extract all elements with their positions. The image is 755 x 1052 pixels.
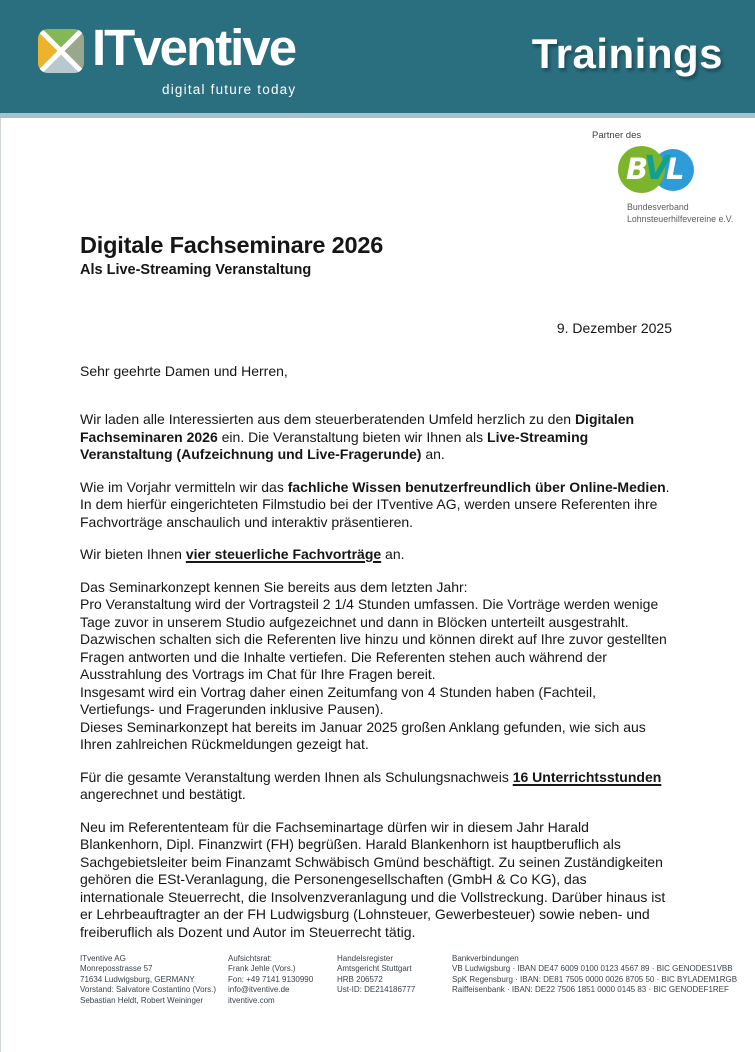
footer-banks-column <box>452 954 737 996</box>
letter <box>80 118 672 941</box>
text-run: Dieses Seminarkonzept hat bereits im Januar 2025 großen Anklang gefunden, wie sich aus Ihren zahlreichen Rückmeldungen gezeigt hat. <box>80 718 646 752</box>
footer-line: Amtsgericht Stuttgart <box>337 964 412 974</box>
footer-line: Ust-ID: DE214186777 <box>337 985 416 995</box>
text-run: fachliche Wissen benutzerfreundlich über Online-Medien <box>287 478 666 495</box>
itventive-logo-icon <box>38 29 84 73</box>
footer-line: Raiffeisenbank · IBAN: DE22 7506 1851 0000 0145 83 · BIC GENODEF1REF <box>452 985 729 995</box>
brand-tagline: digital future today <box>162 82 297 97</box>
page-left-edge <box>0 118 1 1052</box>
footer-line: Vorstand: Salvatore Costantino (Vors.) <box>80 985 217 995</box>
footer-company-column <box>80 954 216 1006</box>
text-run: Digitalen Fachseminaren 2026 <box>80 411 635 445</box>
footer-line: info@itventive.de <box>228 985 290 995</box>
bvl-letter-b: B <box>626 152 649 186</box>
footer-line: Aufsichtsrat: <box>228 954 273 963</box>
text-run: Das Seminarkonzept kennen Sie bereits aus dem letzten Jahr: <box>80 578 468 595</box>
bvl-letter-l: L <box>666 152 685 186</box>
footer-line: ITventive AG <box>80 954 126 963</box>
footer-line: VB Ludwigsburg · IBAN DE47 6009 0100 0123 4567 89 · BIC GENODES1VBB <box>452 964 733 974</box>
text-run: vier steuerliche Fachvorträge <box>185 546 382 562</box>
letter-greeting: Sehr geehrte Damen und Herren, <box>80 362 288 379</box>
bvl-letter-v: V <box>644 148 670 187</box>
footer-line: Fon: +49 7141 9130990 <box>228 974 314 984</box>
brand-wordmark: ITventive <box>92 19 296 76</box>
footer-line: HRB 206572 <box>337 974 383 984</box>
letter-subtitle: Als Live-Streaming Veranstaltung <box>80 262 312 278</box>
text-run: . In dem hierfür eingerichteten Filmstudio bei der ITventive AG, werden unsere Referenten ihre Fachvorträge anschaulich und interaktiv präsentieren. <box>80 478 670 530</box>
footer-line: itventive.com <box>228 995 275 1005</box>
paragraph <box>80 546 672 564</box>
text-run: Wir bieten Ihnen <box>80 546 186 562</box>
paragraph <box>80 769 672 804</box>
partner-org-line2: Lohnsteuerhilfevereine e.V. <box>627 213 734 224</box>
partner-label: Partner des <box>592 130 642 141</box>
text-run: Insgesamt wird ein Vortrag daher einen Zeitumfang von 4 Stunden haben (Fachteil, Vertiefungs- und Fragerunden inklusive Pausen). <box>80 683 596 717</box>
footer-line: Frank Jehle (Vors.) <box>228 964 296 974</box>
text-run: an. <box>381 546 405 562</box>
text-run: Wie im Vorjahr vermitteln wir das <box>80 478 288 495</box>
text-run: Neu im Referententeam für die Fachseminartage dürfen wir in diesem Jahr Harald Blankenhorn, Dipl. Finanzwirt (FH) begrüßen. Harald Blankenhorn ist hauptberuflich als Sachgebietsleiter beim Finanzamt Schwäbisch Gmünd beschäftigt. Zu seinen Zuständigkeiten gehören die ESt-Veranlagung, die Personengesellschaften (GmbH & Co KG), das internationale Steuerrecht, die Insolvenzveranlagung und die Vollstreckung. Darüber hinaus ist er Lehrbeauftragter an der FH Ludwigsburg (Lohnsteuer, Gewerbesteuer) sowie neben- und freiberuflich als Dozent und Autor im Steuerrecht tätig. <box>80 818 666 940</box>
letter-date: 9. Dezember 2025 <box>556 320 672 336</box>
paragraph <box>80 411 672 464</box>
text-run: Live-Streaming Veranstaltung (Aufzeichnung und Live-Fragerunde) <box>80 428 589 462</box>
footer-line: Sebastian Heldt, Robert Weininger <box>80 995 204 1005</box>
footer-line: Monreposstrasse 57 <box>80 964 153 974</box>
paragraph <box>80 579 672 754</box>
paragraph <box>80 819 672 942</box>
text-run: angerechnet und bestätigt. <box>80 786 246 802</box>
letter-title: Digitale Fachseminare 2026 <box>80 232 384 258</box>
footer-line: Bankverbindungen <box>452 954 519 963</box>
footer-line: 71634 Ludwigsburg, GERMANY <box>80 974 195 984</box>
partner-org-line1: Bundesverband <box>627 202 689 212</box>
text-run: 16 Unterrichtsstunden <box>512 768 662 785</box>
masthead <box>0 0 755 113</box>
banner-title: Trainings <box>531 30 723 77</box>
text-run: ein. Die Veranstaltung bieten wir Ihnen als <box>217 428 488 445</box>
text-run: Für die gesamte Veranstaltung werden Ihnen als Schulungsnachweis <box>80 768 513 785</box>
letter-body <box>80 411 672 941</box>
footer-contact-column <box>228 954 313 1006</box>
footer-register-column <box>337 954 415 996</box>
footer-line: Handelsregister <box>337 954 394 963</box>
paragraph <box>80 479 672 532</box>
text-run: an. <box>421 446 445 462</box>
text-run: Pro Veranstaltung wird der Vortragsteil 2 1/4 Stunden umfassen. Die Vorträge werden wenige Tage zuvor in unserem Studio aufgezeichnet und dann in Blöcken unterteilt ausgestrahlt. Dazwischen schalten sich die Referenten live hinzu und können direkt auf Ihre zuvor gestellten Fragen antworten und die Inhalte vertiefen. Die Referenten stehen auch während der Ausstrahlung des Vortrags im Chat für Ihre Fragen bereit. <box>80 596 667 682</box>
text-run: Wir laden alle Interessierten aus dem steuerberatenden Umfeld herzlich zu den <box>80 411 575 427</box>
footer-line: SpK Regensburg · IBAN: DE81 7505 0000 0026 8705 50 · BIC BYLADEM1RGB <box>452 974 738 984</box>
